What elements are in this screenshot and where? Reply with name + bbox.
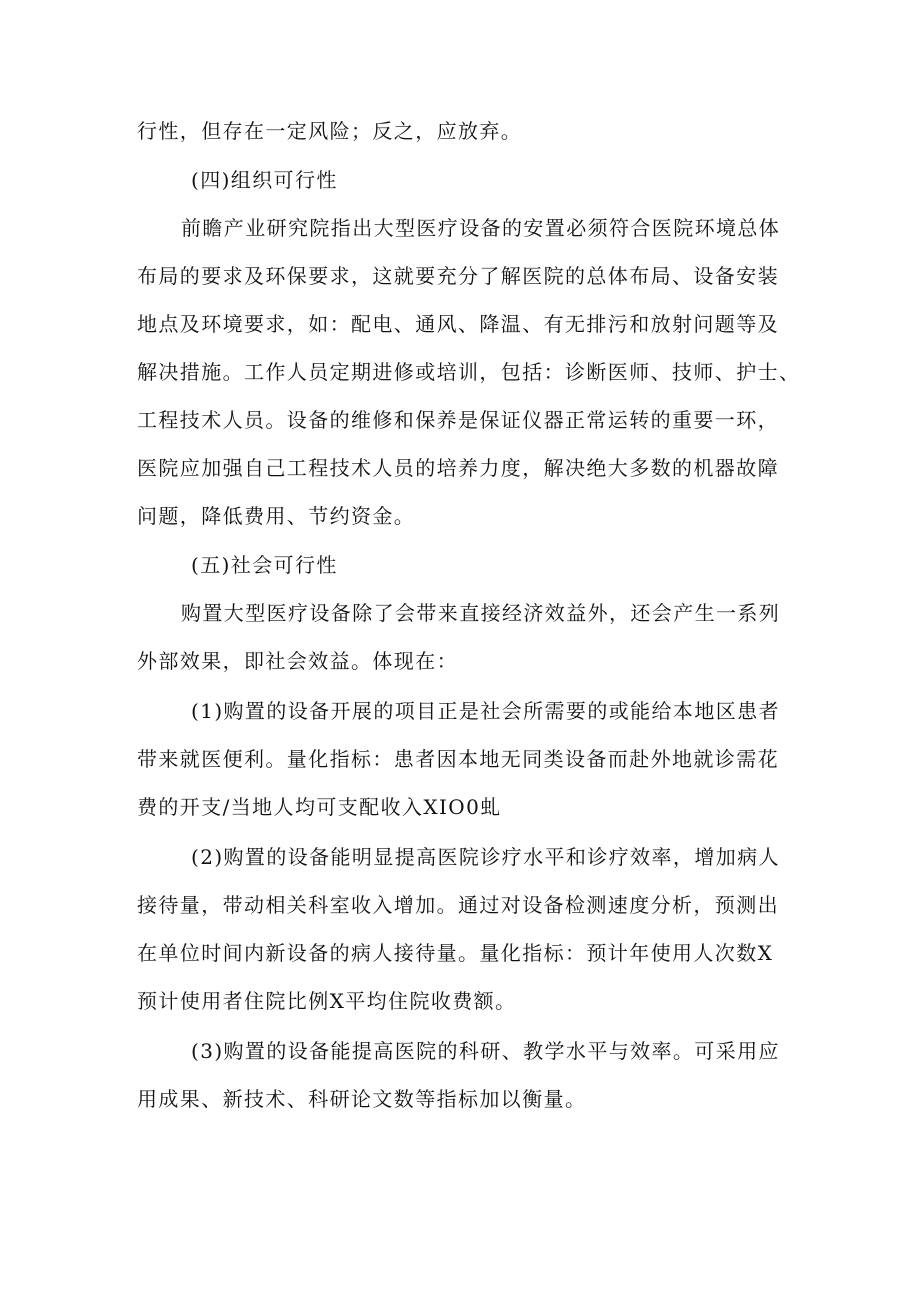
- paragraph-line: 解决措施。工作人员定期进修或培训，包括：诊断医师、技师、护士、: [137, 360, 801, 384]
- paragraph-line: 地点及环境要求，如：配电、通风、降温、有无排污和放射问题等及: [137, 312, 779, 336]
- paragraph-line: 外部效果，即社会效益。体现在：: [137, 649, 458, 673]
- paragraph-line: 前瞻产业研究院指出大型医疗设备的安置必须符合医院环境总体: [181, 216, 781, 240]
- paragraph-line: 购置大型医疗设备除了会带来直接经济效益外，还会产生一系列: [181, 601, 781, 625]
- paragraph-line: 问题，降低费用、节约资金。: [137, 504, 416, 528]
- list-item-line: (3)购置的设备能提高医院的科研、教学水平与效率。可采用应: [191, 1039, 780, 1063]
- section-heading: (四)组织可行性: [191, 168, 338, 192]
- paragraph-line: 接待量，带动相关科室收入增加。通过对设备检测速度分析，预测出: [137, 893, 779, 917]
- paragraph-line: 带来就医便利。量化指标：患者因本地无同类设备而赴外地就诊需花: [137, 747, 779, 771]
- paragraph-line: 医院应加强自己工程技术人员的培养力度，解决绝大多数的机器故障: [137, 456, 779, 480]
- list-item-line: (1)购置的设备开展的项目正是社会所需要的或能给本地区患者: [191, 699, 780, 723]
- paragraph-line: 工程技术人员。设备的维修和保养是保证仪器正常运转的重要一环，: [137, 408, 779, 432]
- paragraph-line: 行性，但存在一定风险；反之，应放弃。: [137, 119, 523, 143]
- paragraph-line: 布局的要求及环保要求，这就要充分了解医院的总体布局、设备安装: [137, 264, 779, 288]
- paragraph-line: 用成果、新技术、科研论文数等指标加以衡量。: [137, 1087, 587, 1111]
- paragraph-line: 预计使用者住院比例X平均住院收费额。: [137, 989, 517, 1013]
- paragraph-line: 费的开支/当地人均可支配收入XIO0虬: [137, 795, 502, 819]
- paragraph-line: 在单位时间内新设备的病人接待量。量化指标：预计年使用人次数X: [137, 941, 774, 965]
- section-heading: (五)社会可行性: [191, 553, 338, 577]
- list-item-line: (2)购置的设备能明显提高医院诊疗水平和诊疗效率，增加病人: [191, 845, 780, 869]
